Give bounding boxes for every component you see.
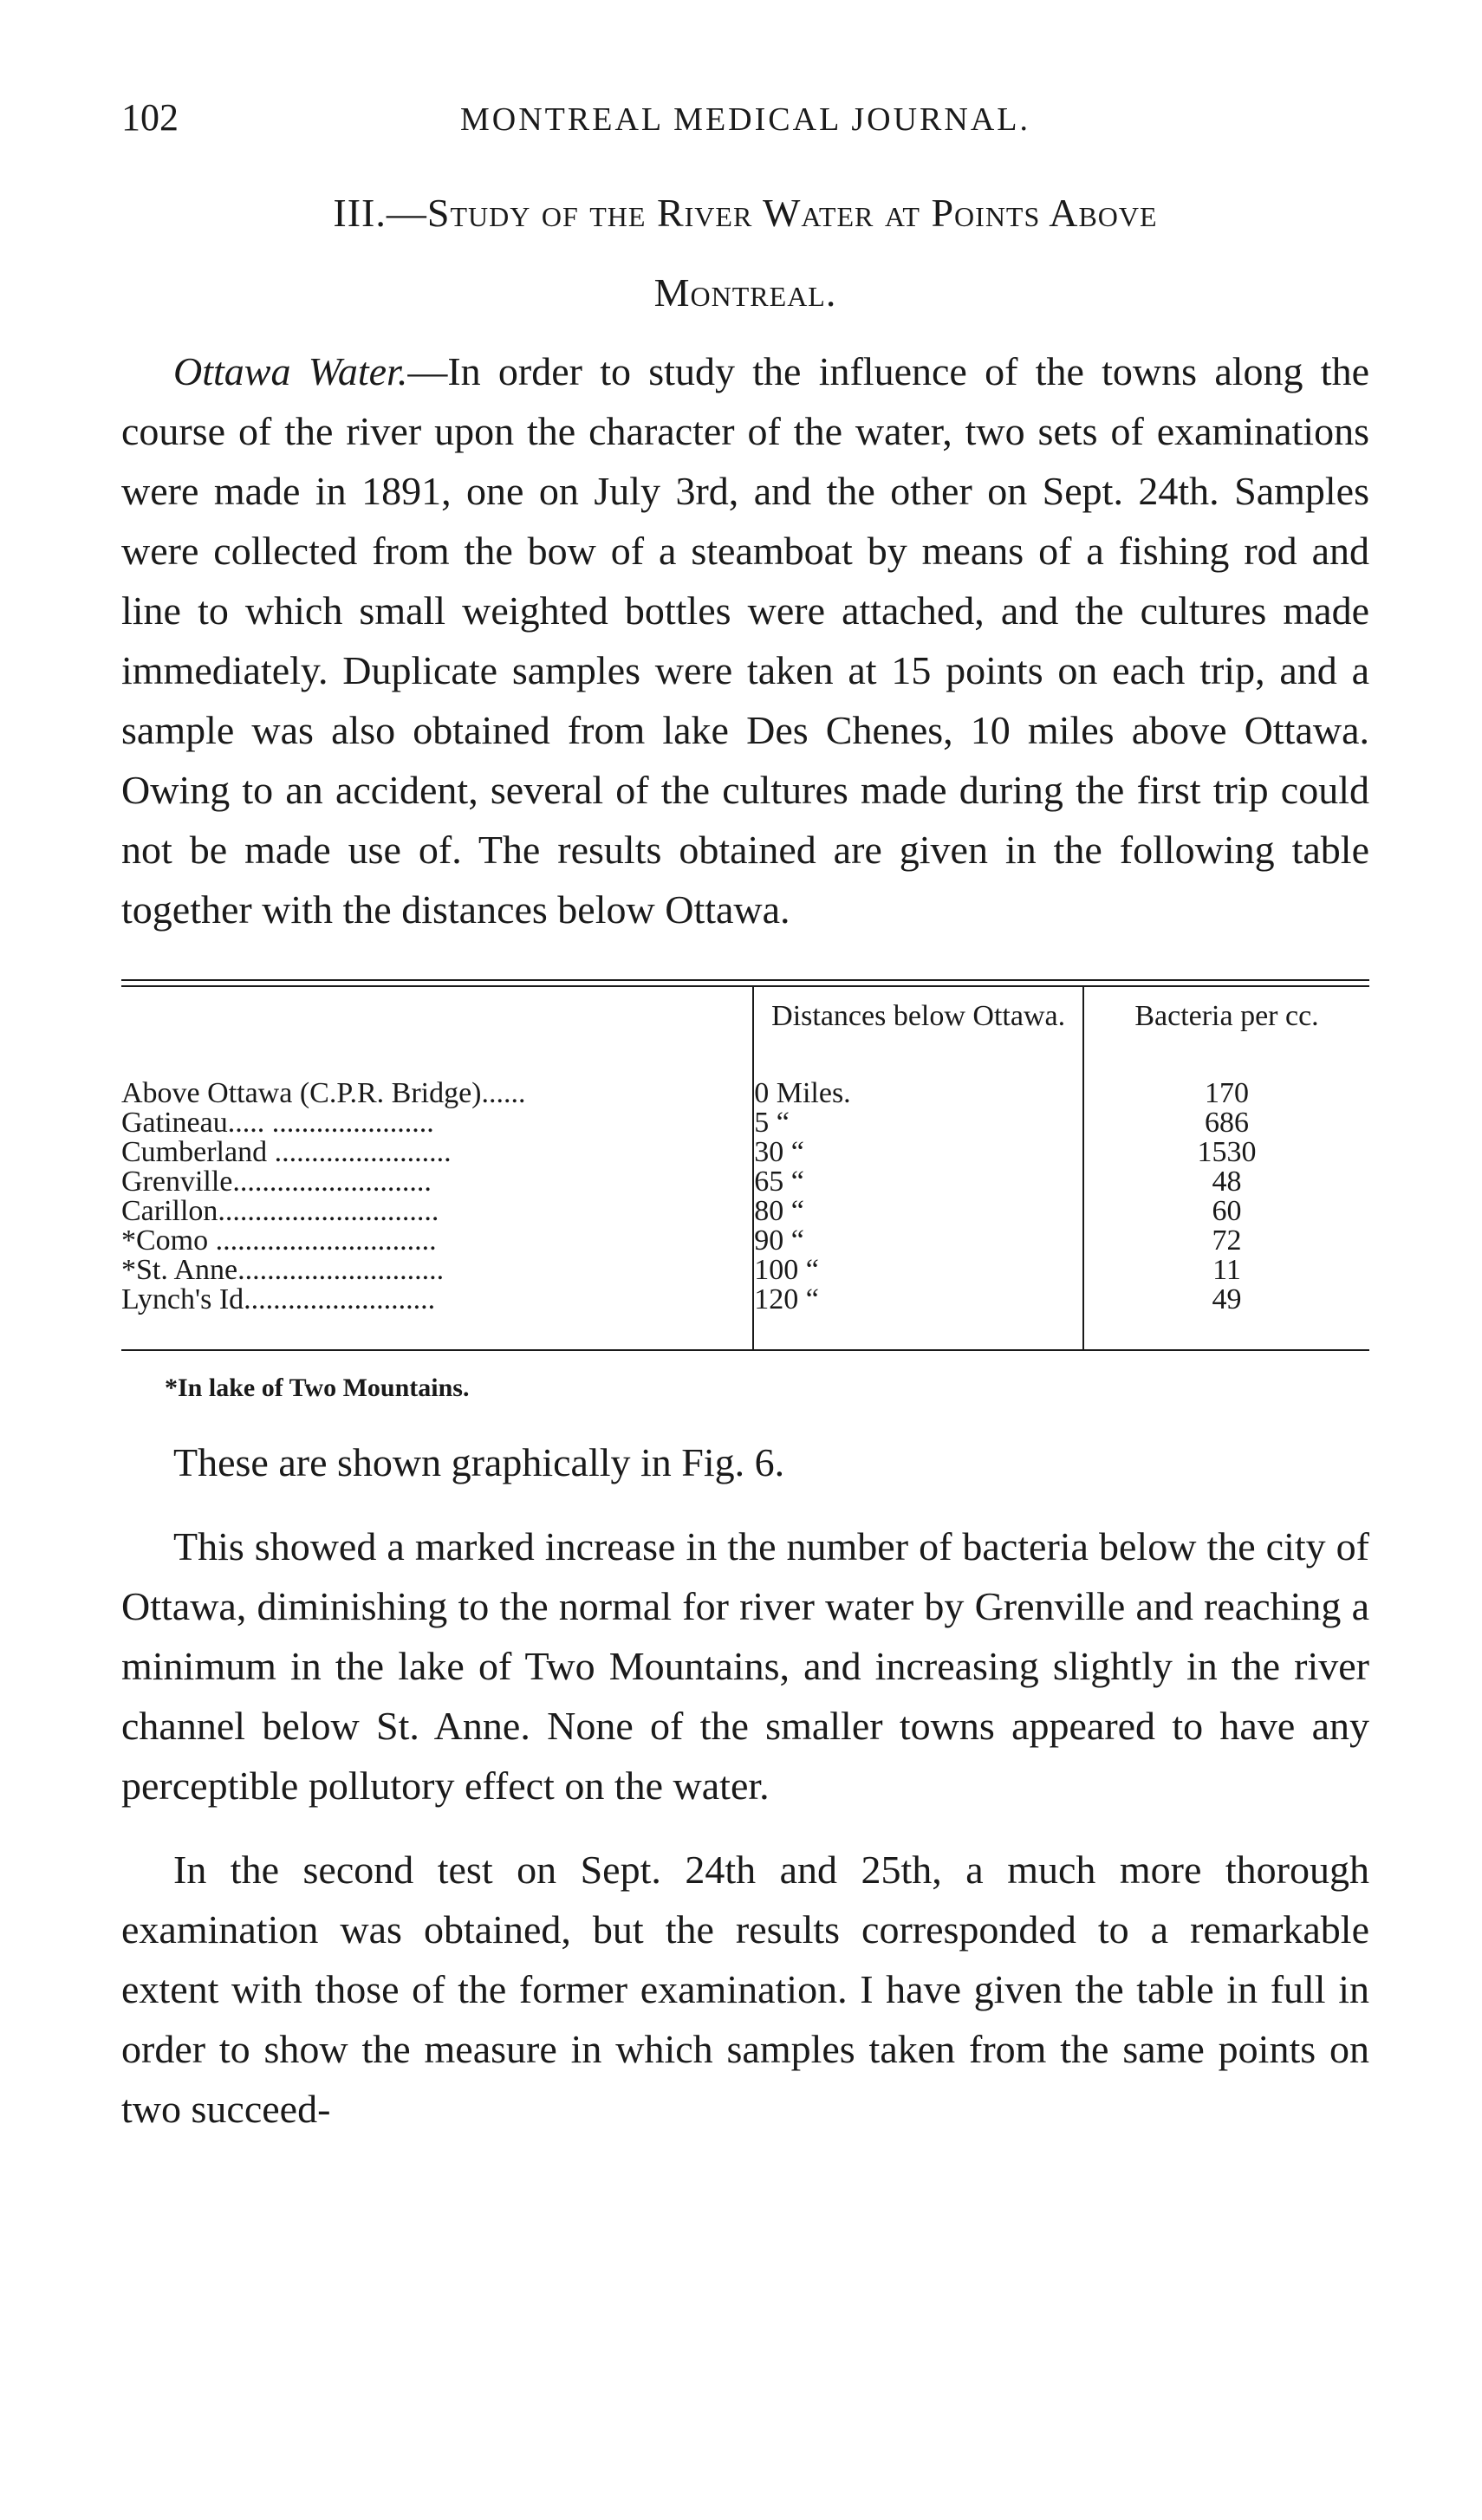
header-place — [121, 987, 753, 1079]
place-cell: Carillon.............................. — [121, 1195, 439, 1227]
table-header-row — [121, 987, 1369, 1079]
place-cell: *St. Anne............................ — [121, 1254, 445, 1286]
table-bottom-rule — [121, 1349, 1369, 1351]
document-page — [121, 95, 1369, 2139]
table-row — [121, 1226, 1369, 1256]
bacteria-cell: 11 — [1212, 1254, 1241, 1286]
distance-cell: 80 “ — [753, 1197, 1083, 1226]
intro-paragraph — [121, 341, 1369, 939]
section-heading — [121, 173, 1369, 333]
bacteria-cell: 1530 — [1197, 1136, 1257, 1168]
distance-cell: 5 “ — [753, 1108, 1083, 1138]
running-head — [121, 95, 1369, 147]
table-row — [121, 1167, 1369, 1197]
figure-reference-paragraph: These are shown graphically in Fig. 6. — [173, 1440, 785, 1484]
place-cell: *Como .............................. — [121, 1224, 437, 1257]
section-heading-line1: III.—Study of the River Water at Points Above — [333, 191, 1158, 235]
distance-cell: 30 “ — [753, 1138, 1083, 1167]
table-row — [121, 1108, 1369, 1138]
table-row — [121, 1079, 1369, 1108]
table-top-rule — [121, 979, 1369, 987]
bacteria-cell: 49 — [1212, 1283, 1242, 1315]
findings-paragraph: This showed a marked increase in the number of bacteria below the city of Ottawa, diminishing to the normal for river water by Grenville and reaching a minimum in the lake of Two Mountains, and increasing slightly in the river channel below St. Anne. None of the smaller towns appeared to have any perceptible pollutory effect on the water. — [121, 1524, 1369, 1808]
distance-cell: 100 “ — [753, 1256, 1083, 1285]
data-table — [121, 987, 1369, 1349]
paragraph-lead: Ottawa Water. — [173, 349, 408, 393]
place-cell: Lynch's Id.......................... — [121, 1283, 436, 1315]
bacteria-cell: 72 — [1212, 1224, 1242, 1257]
place-cell: Cumberland ........................ — [121, 1136, 452, 1168]
intro-paragraph-text: —In order to study the influence of the towns along the course of the river upon the character of the water, two sets of examinations were made in 1891, one on July 3rd, and the other on Sept. 24th. Samples were collected from the bow of a steamboat by means of a fishing rod and line to which small weighted bottles were attached, and the cultures made immediately. Duplicate samples were taken at 15 points on each trip, and a sample was also obtained from lake Des Chenes, 10 miles above Ottawa. Owing to an accident, several of the cultures made during the first trip could not be made use of. The results obtained are given in the following table together with the distances below Ottawa. — [121, 349, 1369, 932]
place-cell: Above Ottawa (C.P.R. Bridge)...... — [121, 1077, 526, 1109]
bacteria-cell: 686 — [1205, 1107, 1250, 1139]
distance-cell: 120 “ — [753, 1285, 1083, 1349]
distance-cell: 65 “ — [753, 1167, 1083, 1197]
distance-cell: 90 “ — [753, 1226, 1083, 1256]
header-distance: Distances below Ottawa. — [753, 987, 1083, 1079]
table-row — [121, 1197, 1369, 1226]
bacteria-cell: 60 — [1212, 1195, 1242, 1227]
bacteria-table — [121, 979, 1369, 1403]
place-cell: Grenville........................... — [121, 1166, 432, 1198]
page-number: 102 — [121, 96, 179, 139]
bacteria-cell: 170 — [1205, 1077, 1250, 1109]
table-row — [121, 1285, 1369, 1349]
section-heading-line2: Montreal. — [653, 270, 837, 315]
distance-cell: 0 Miles. — [753, 1079, 1083, 1108]
place-cell: Gatineau..... ...................... — [121, 1107, 434, 1139]
second-test-paragraph: In the second test on Sept. 24th and 25th, a much more thorough examination was obtained, but the results corresponded to a remarkable extent with those of the former examination. I have given the table in full in order to show the measure in which samples taken from the same points on two succeed- — [121, 1848, 1369, 2131]
table-row — [121, 1256, 1369, 1285]
header-bacteria: Bacteria per cc. — [1134, 1000, 1319, 1032]
bacteria-cell: 48 — [1212, 1166, 1242, 1198]
table-footnote: *In lake of Two Mountains. — [165, 1374, 470, 1402]
journal-title: MONTREAL MEDICAL JOURNAL. — [460, 101, 1030, 138]
table-row — [121, 1138, 1369, 1167]
